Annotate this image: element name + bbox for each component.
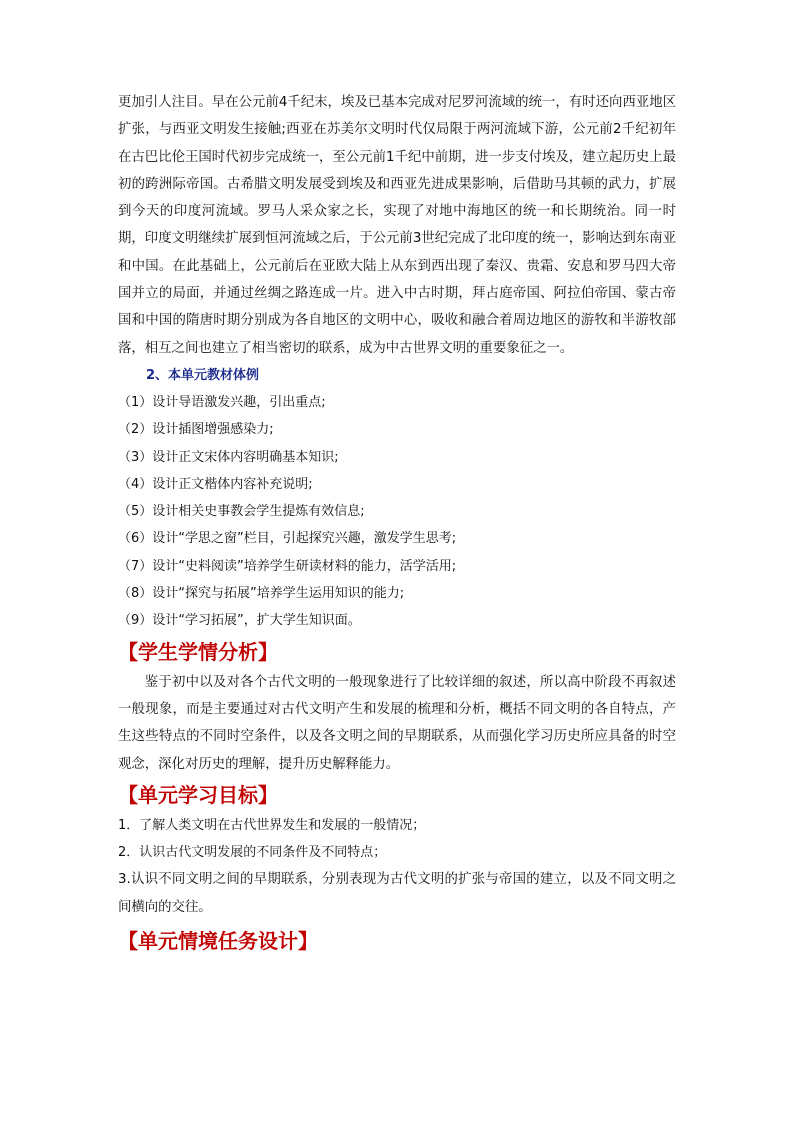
list-item: （9）设计“学习拓展”，扩大学生知识面。 [118, 613, 361, 629]
unit-goals-heading: 【单元学习目标】 [118, 782, 278, 807]
task-design-heading: 【单元情境任务设计】 [118, 929, 318, 954]
list-item: 1．了解人类文明在古代世界发生和发展的一般情况； [118, 817, 426, 833]
list-item: 2．认识古代文明发展的不同条件及不同特点； [118, 845, 387, 861]
list-item: 3.认识不同文明之间的早期联系，分别表现为古代文明的扩张与帝国的建立，以及不同文明之间横向的交往。 [118, 872, 676, 915]
list-item: （6）设计“学思之窗”栏目，引起探究兴趣，激发学生思考; [118, 531, 457, 547]
list-item: （2）设计插图增强感染力; [118, 422, 274, 438]
list-item: （7）设计“史料阅读”培养学生研读材料的能力，活学活用; [118, 558, 457, 574]
intro-paragraph: 更加引人注目。早在公元前4千纪末，埃及已基本完成对尼罗河流域的统一，有时还向西亚地区扩张，与西亚文明发生接触;西亚在苏美尔文明时代仅局限于两河流域下游，公元前2千纪初年在古巴比伦王国时代初步完成统一，至公元前1千纪中前期，进一步支付埃及，建立起历史上最初的跨洲际帝国。古希腊文明发展受到埃及和西亚先进成果影响，后借助马其顿的武力，扩展到今天的印度河流域。罗马人采众家之长，实现了对地中海地区的统一和长期统治。同一时期，印度文明继续扩展到恒河流域之后，于公元前3世纪完成了北印度的统一，影响达到东南亚和中国。在此基础上，公元前后在亚欧大陆上从东到西出现了秦汉、贵霜、安息和罗马四大帝国并立的局面，并通过丝绸之路连成一片。进入中古时期，拜占庭帝国、阿拉伯帝国、蒙古帝国和中国的隋唐时期分别成为各自地区的文明中心，吸收和融合着周边地区的游牧和半游牧部落，相互之间也建立了相当密切的联系，成为中古世界文明的重要象征之一。 [118, 95, 676, 356]
list-item: （8）设计“探究与拓展”培养学生运用知识的能力; [118, 586, 405, 602]
student-analysis-text: 鉴于初中以及对各个古代文明的一般现象进行了比较详细的叙述，所以高中阶段不再叙述一般现象，而是主要通过对古代文明产生和发展的梳理和分析，概括不同文明的各自特点，产生这些特点的不同时空条件，以及各文明之间的早期联系，从而强化学习历史所应具备的时空观念，深化对历史的理解，提升历史解释能力。 [118, 674, 676, 772]
list-item: （3）设计正文宋体内容明确基本知识; [118, 449, 339, 465]
page-content [118, 89, 676, 958]
student-analysis-heading: 【学生学情分析】 [118, 639, 278, 664]
list-item: （5）设计相关史事教会学生提炼有效信息; [118, 504, 365, 520]
list-item: （1）设计导语激发兴趣，引出重点; [118, 394, 326, 410]
list-item: （4）设计正文楷体内容补充说明; [118, 476, 313, 492]
textbook-style-heading: 2、本单元教材体例 [146, 367, 260, 383]
